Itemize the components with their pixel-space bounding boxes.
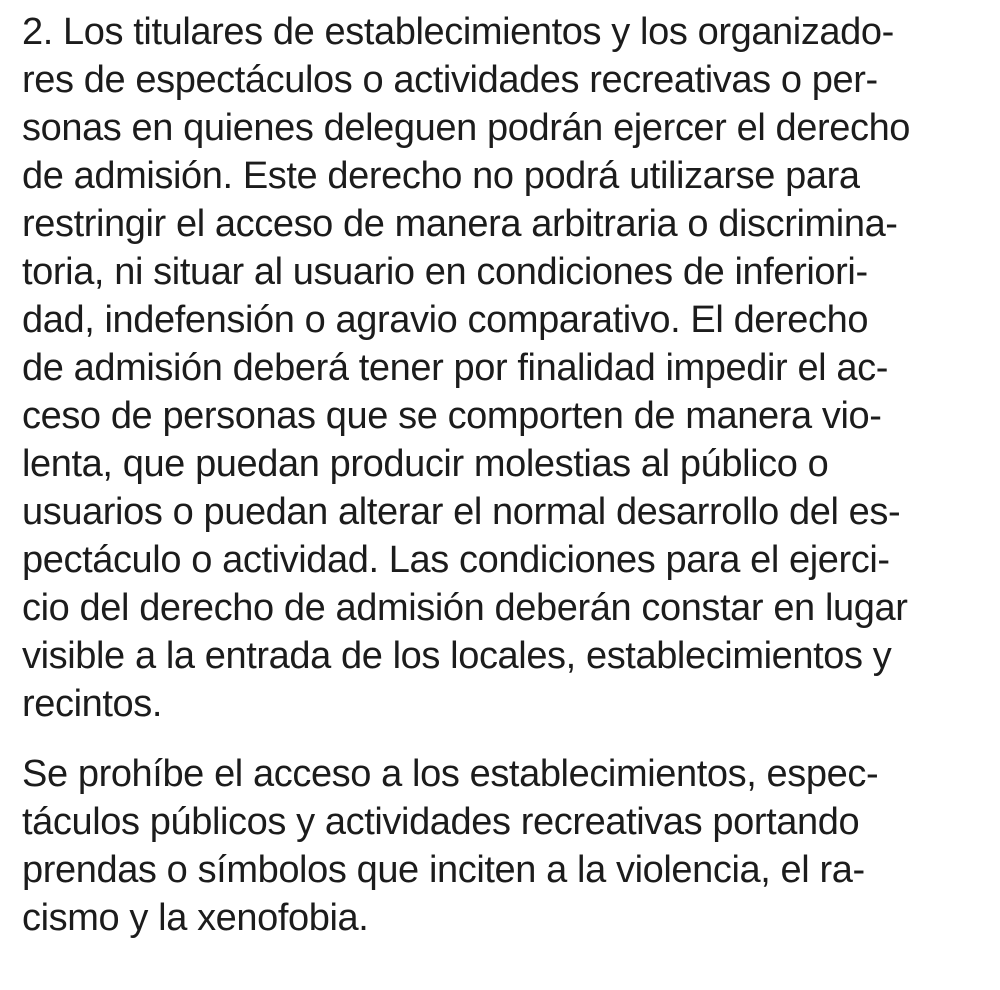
text-line: de admisión. Este derecho no podrá utilizarse para bbox=[22, 155, 860, 197]
text-line: dad, indefensión o agravio comparativo. El derecho bbox=[22, 299, 869, 341]
text-line: cio del derecho de admisión deberán constar en lugar bbox=[22, 587, 908, 629]
text-line: pectáculo o actividad. Las condiciones para el ejerci- bbox=[22, 539, 890, 581]
text-line: lenta, que puedan producir molestias al público o bbox=[22, 443, 829, 485]
text-line: usuarios o puedan alterar el normal desarrollo del es- bbox=[22, 491, 901, 533]
paragraph-prohibicion bbox=[22, 750, 978, 942]
text-line: de admisión deberá tener por finalidad impedir el ac- bbox=[22, 347, 888, 389]
text-line: restringir el acceso de manera arbitraria o discrimina- bbox=[22, 203, 898, 245]
text-line: prendas o símbolos que inciten a la violencia, el ra- bbox=[22, 849, 865, 891]
text-line: sonas en quienes deleguen podrán ejercer el derecho bbox=[22, 107, 911, 149]
text-line: táculos públicos y actividades recreativas portando bbox=[22, 801, 860, 843]
paragraph-derecho-admision bbox=[22, 8, 978, 728]
text-line: 2. Los titulares de establecimientos y los organizado- bbox=[22, 11, 894, 53]
text-line: cismo y la xenofobia. bbox=[22, 897, 369, 939]
text-line: res de espectáculos o actividades recreativas o per- bbox=[22, 59, 878, 101]
text-line: ceso de personas que se comporten de manera vio- bbox=[22, 395, 882, 437]
text-line: recintos. bbox=[22, 683, 163, 725]
text-line: visible a la entrada de los locales, establecimientos y bbox=[22, 635, 892, 677]
text-line: toria, ni situar al usuario en condiciones de inferiori- bbox=[22, 251, 868, 293]
text-line: Se prohíbe el acceso a los establecimientos, espec- bbox=[22, 753, 879, 795]
